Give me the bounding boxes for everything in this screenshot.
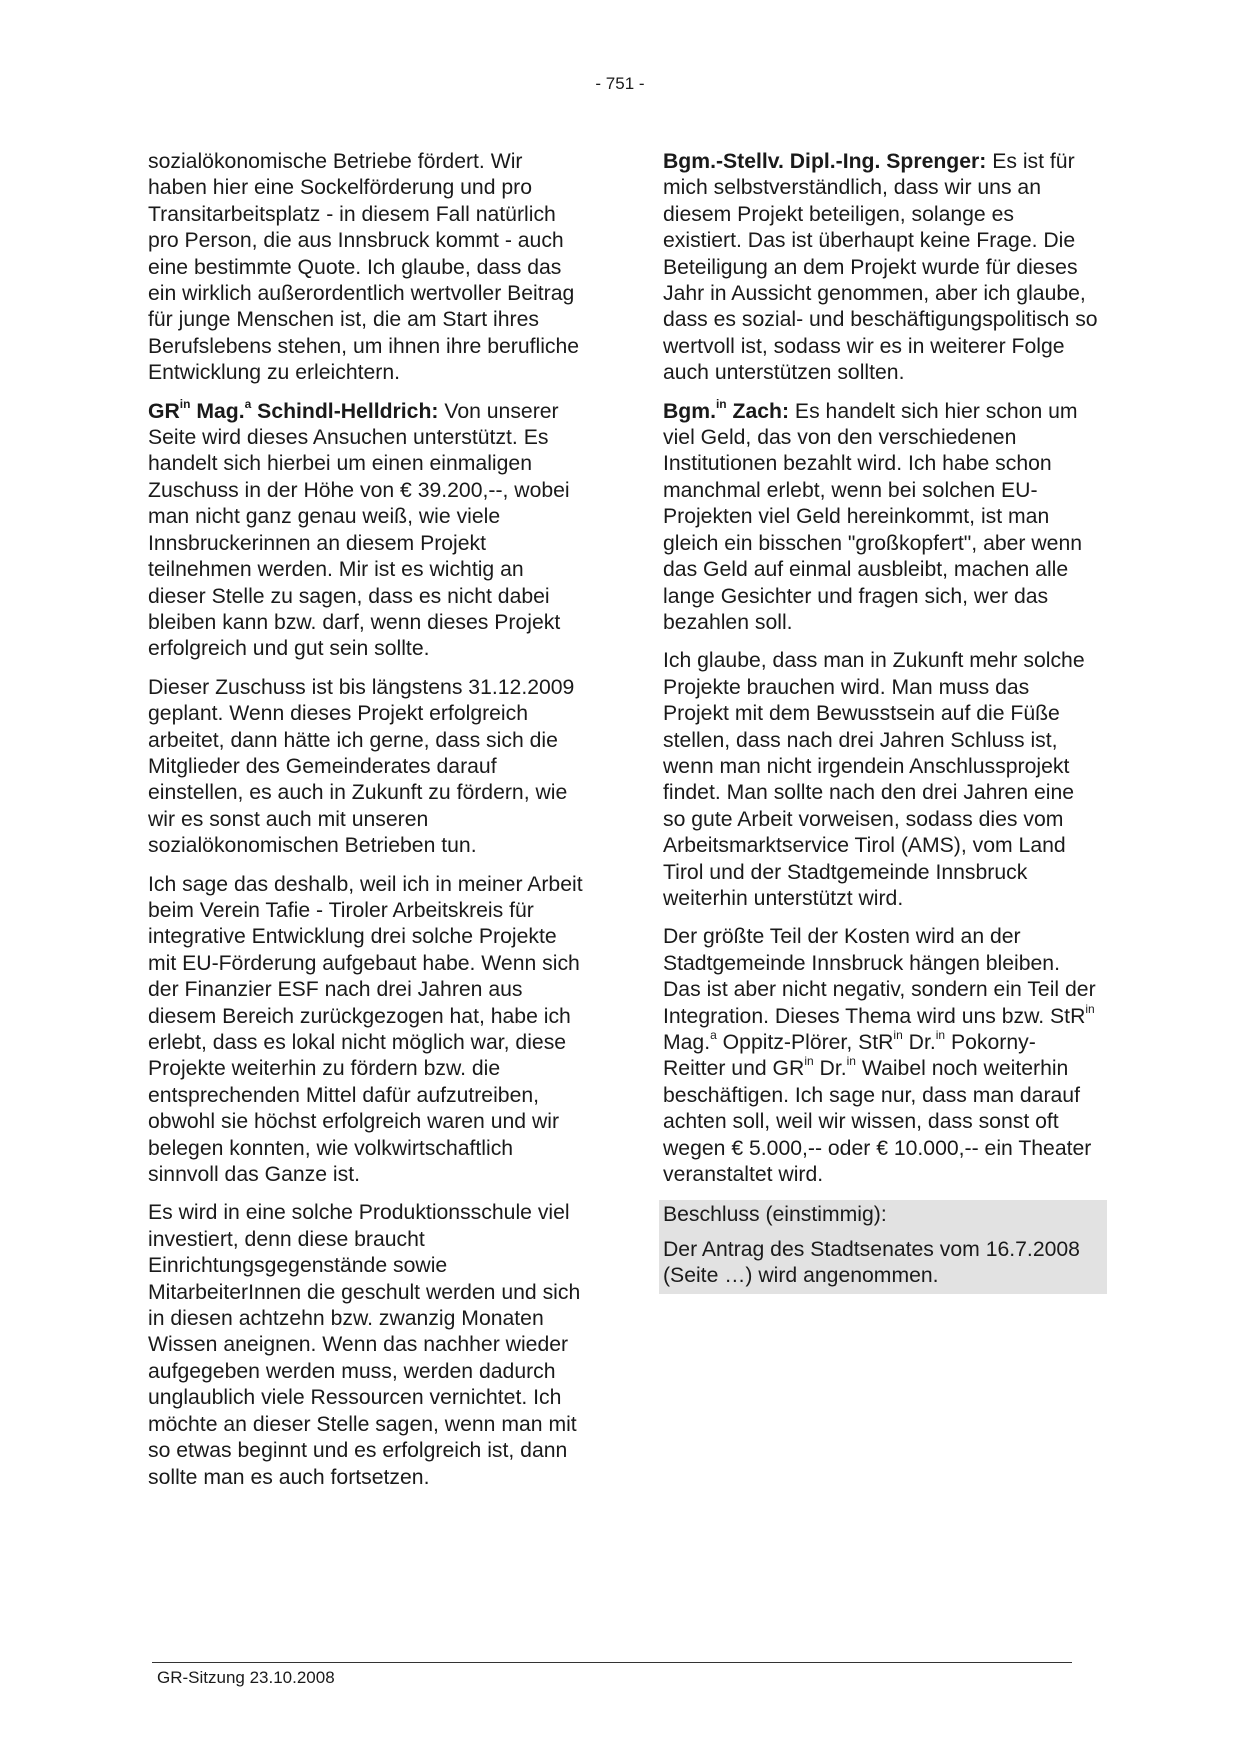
paragraph: Ich glaube, dass man in Zukunft mehr solche Projekte brauchen wird. Man muss das Projekt mit dem Bewusstsein auf die Füße stellen, dass nach drei Jahren Schluss ist, wenn man nicht irgendein Anschlussprojekt findet. Man sollte nach den drei Jahren eine so gute Arbeit vorweisen, sodass dies vom Arbeitsmarktservice Tirol (AMS), vom Land Tirol und der Stadtgemeinde Innsbruck weiterhin unterstützt wird. bbox=[663, 649, 1085, 910]
decision-box bbox=[659, 1200, 1107, 1293]
speech-text: Von unserer Seite wird dieses Ansuchen unterstützt. Es handelt sich hierbei um einen einmaligen Zuschuss in der Höhe von € 39.200,--, wobei man nicht ganz genau weiß, wie viele Innsbruckerinnen an diesem Projekt teilnehmen werden. Mir ist es wichtig an dieser Stelle zu sagen, dass es nicht dabei bleiben kann bzw. darf, wenn dieses Projekt erfolgreich und gut sein sollte. bbox=[148, 399, 570, 661]
speaker-name: Bgm.$^{in}$ Zach: bbox=[663, 396, 790, 423]
paragraph: Es wird in eine solche Produktionsschule viel investiert, denn diese braucht Einrichtungsgegenstände sowie MitarbeiterInnen die geschult werden und sich in diesen achtzehn bzw. zwanzig Monaten Wissen aneignen. Wenn das nachher wieder aufgegeben werden muss, werden dadurch unglaublich viele Ressourcen vernichtet. Ich möchte an dieser Stelle sagen, wenn man mit so etwas beginnt und es erfolgreich ist, dann sollte man es auch fortsetzen. bbox=[148, 1201, 581, 1489]
footer-session-label: GR-Sitzung 23.10.2008 bbox=[157, 1668, 335, 1687]
speech-schindl-helldrich bbox=[148, 396, 583, 663]
footer-divider bbox=[152, 1662, 1072, 1663]
decision-text: Der Antrag des Stadtsenates vom 16.7.2008 (Seite …) wird angenommen. bbox=[663, 1237, 1080, 1288]
right-column bbox=[663, 149, 1098, 1294]
paragraph: Ich sage das deshalb, weil ich in meiner Arbeit beim Verein Tafie - Tiroler Arbeitskreis für integrative Entwicklung drei solche Projekte mit EU-Förderung aufgebaut habe. Wenn sich der Finanzier ESF nach drei Jahren aus diesem Bereich zurückgezogen hat, habe ich erlebt, dass es lokal nicht möglich war, diese Projekte weiterhin zu fördern bzw. die entsprechenden Mittel dafür aufzutreiben, obwohl sie höchst erfolgreich waren und wir belegen konnten, wie volkwirtschaftlich sinnvoll das Ganze ist. bbox=[148, 872, 583, 1187]
paragraph: Der größte Teil der Kosten wird an der Stadtgemeinde Innsbruck hängen bleiben. Das ist aber nicht negativ, sondern ein Teil der Integration. Dieses Thema wird uns bzw. StR$^{in}$ Mag.$^a$ Oppitz-Plörer, StR$^{in}$ Dr.$^{in}$ Pokorny-Reitter und $GR^{in}$ Dr.$^{in}$ Waibel noch weiterhin beschäftigen. Ich sage nur, dass man darauf achten soll, weil wir wissen, dass sonst oft wegen € 5.000,-- oder € 10.000,-- ein Theater veranstaltet wird. bbox=[663, 925, 1096, 1187]
page-number: - 751 - bbox=[595, 74, 645, 93]
decision-title: Beschluss (einstimmig): bbox=[663, 1203, 887, 1227]
paragraph: sozialökonomische Betriebe fördert. Wir haben hier eine Sockelförderung und pro Transitarbeitsplatz - in diesem Fall natürlich pro Person, die aus Innsbruck kommt - auch eine bestimmte Quote. Ich glaube, dass das ein wirklich außerordentlich wertvoller Beitrag für junge Menschen ist, die am Start ihres Berufslebens stehen, um ihnen ihre berufliche Entwicklung zu erleichtern. bbox=[148, 150, 580, 385]
speech-text: Es ist für mich selbstverständlich, dass wir uns an diesem Projekt beteiligen, solange es existiert. Das ist überhaupt keine Frage. Die Beteiligung an dem Projekt wurde für dieses Jahr in Aussicht genommen, aber ich glaube, dass es sozial- und beschäftigungspolitisch so wertvoll ist, sodass wir es in weiterer Folge auch unterstützen sollten. bbox=[663, 150, 1098, 385]
paragraph: Dieser Zuschuss ist bis längstens 31.12.2009 geplant. Wenn dieses Projekt erfolgreich arbeitet, dann hätte ich gerne, dass sich die Mitglieder des Gemeinderates darauf einstellen, es auch in Zukunft zu fördern, wie wir es sonst auch mit unseren sozialökonomischen Betrieben tun. bbox=[148, 675, 575, 858]
speech-text: Es handelt sich hier schon um viel Geld, das von den verschiedenen Institutionen bezahlt wird. Ich habe schon manchmal erlebt, wenn bei solchen EU-Projekten viel Geld hereinkommt, ist man gleich ein bisschen "großkopfert", aber wenn das Geld auf einmal ausbleibt, machen alle lange Gesichter und fragen sich, wer das bezahlen soll. bbox=[663, 399, 1083, 634]
speech-sprenger bbox=[663, 149, 1098, 387]
left-column bbox=[148, 149, 583, 1503]
speech-zach bbox=[663, 396, 1098, 637]
speaker-name: Bgm.-Stellv. Dipl.-Ing. Sprenger: bbox=[663, 150, 987, 173]
speaker-name: $GR^{in}$ Mag.$^a$ Schindl-Helldrich: bbox=[148, 396, 439, 423]
